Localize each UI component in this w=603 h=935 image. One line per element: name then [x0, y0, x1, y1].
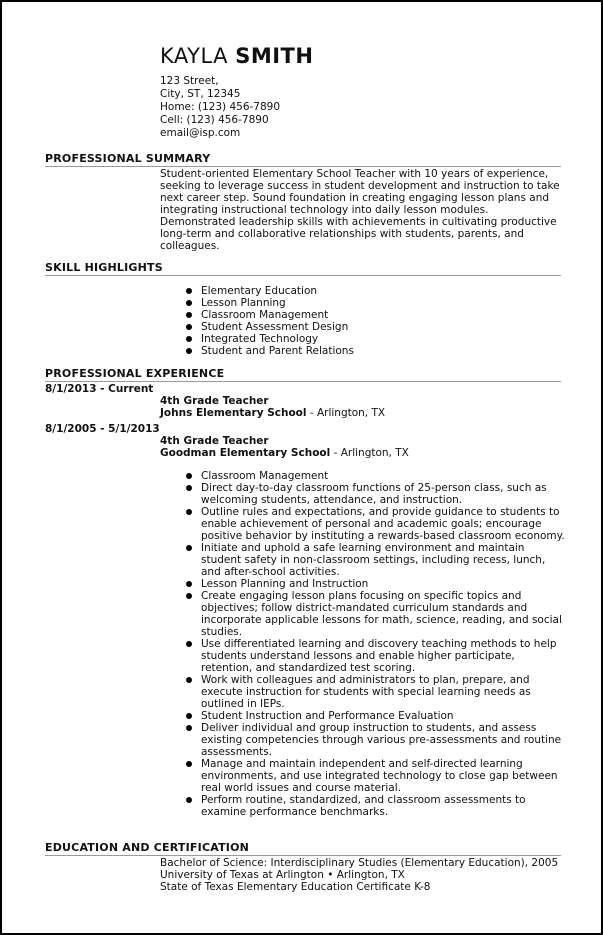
- contact-home-phone: Home: (123) 456-7890: [160, 101, 281, 113]
- summary-heading: PROFESSIONAL SUMMARY: [45, 152, 211, 165]
- skill-item: Student Assessment Design: [185, 321, 565, 333]
- education-certificate: State of Texas Elementary Education Certificate K-8: [160, 881, 431, 893]
- duty-item: Classroom Management: [185, 470, 565, 482]
- job-location: - Arlington, TX: [330, 447, 409, 459]
- contact-email: email@isp.com: [160, 127, 241, 139]
- duty-item: Work with colleagues and administrators to plan, prepare, and execute instruction for students with special learning needs as outlined in IEPs.: [185, 674, 565, 710]
- duty-item: Direct day-to-day classroom functions of 25-person class, such as welcoming students, attendance, and instruction.: [185, 482, 565, 506]
- summary-text: Student-oriented Elementary School Teacher with 10 years of experience, seeking to leverage success in student development and instruction to take next career step. Sound foundation in creating engaging lesson plans and integrating instructional technology into daily lesson modules. Demonstrated leadership skills with achievements in cultivating productive long-term and collaborative relationships with students, parents, and colleagues.: [160, 168, 560, 252]
- last-name: SMITH: [235, 44, 314, 68]
- skills-list: [185, 285, 565, 357]
- job-title: 4th Grade Teacher: [160, 395, 269, 407]
- skill-item: Lesson Planning: [185, 297, 565, 309]
- experience-heading: PROFESSIONAL EXPERIENCE: [45, 367, 225, 380]
- job-location: - Arlington, TX: [306, 407, 386, 419]
- skill-item: Student and Parent Relations: [185, 345, 565, 357]
- education-degree: Bachelor of Science: Interdisciplinary Studies (Elementary Education), 2005: [160, 857, 559, 869]
- contact-block: [160, 75, 280, 140]
- duty-item: Deliver individual and group instruction to students, and assess existing competencies through various pre-assessments and routine assessments.: [185, 722, 565, 758]
- skill-item: Elementary Education: [185, 285, 565, 297]
- duty-item: Student Instruction and Performance Evaluation: [185, 710, 565, 722]
- education-heading: EDUCATION AND CERTIFICATION: [45, 841, 250, 854]
- duty-item: Lesson Planning and Instruction: [185, 578, 565, 590]
- duty-item: Manage and maintain independent and self-directed learning environments, and use integrated technology to close gap between real world issues and course material.: [185, 758, 565, 794]
- duty-item: Initiate and uphold a safe learning environment and maintain student safety in non-classroom settings, including recess, lunch, and after-school activities.: [185, 542, 565, 578]
- first-name: KAYLA: [160, 44, 229, 68]
- skill-item: Classroom Management: [185, 309, 565, 321]
- education-school: University of Texas at Arlington • Arlington, TX: [160, 869, 405, 881]
- duty-item: Outline rules and expectations, and provide guidance to students to enable achievement of personal and academic goals; encourage positive behavior by instituting a rewards-based classroom economy.: [185, 506, 565, 542]
- skill-item: Integrated Technology: [185, 333, 565, 345]
- skills-divider: [45, 275, 561, 276]
- job-dates: 8/1/2005 - 5/1/2013: [45, 423, 160, 435]
- contact-cell-phone: Cell: (123) 456-7890: [160, 114, 269, 126]
- contact-street: 123 Street,: [160, 75, 219, 87]
- candidate-name: [160, 42, 313, 70]
- job-block: [160, 435, 409, 459]
- education-block: [160, 857, 558, 893]
- summary-divider: [45, 166, 561, 167]
- duty-item: Create engaging lesson plans focusing on specific topics and objectives; follow district-mandated curriculum standards and incorporate applicable lessons for math, science, reading, and social studies.: [185, 590, 565, 638]
- duties-list: [185, 470, 565, 818]
- education-divider: [45, 855, 561, 856]
- experience-divider: [45, 381, 561, 382]
- duty-item: Use differentiated learning and discovery teaching methods to help students understand lessons and enable higher participate, retention, and standardized test scoring.: [185, 638, 565, 674]
- duty-item: Perform routine, standardized, and classroom assessments to examine performance benchmarks.: [185, 794, 565, 818]
- contact-city: City, ST, 12345: [160, 88, 241, 100]
- job-title: 4th Grade Teacher: [160, 435, 269, 447]
- job-dates: 8/1/2013 - Current: [45, 383, 154, 395]
- skills-heading: SKILL HIGHLIGHTS: [45, 261, 163, 274]
- job-block: [160, 395, 385, 419]
- job-employer: Johns Elementary School: [160, 407, 307, 419]
- job-employer: Goodman Elementary School: [160, 447, 331, 459]
